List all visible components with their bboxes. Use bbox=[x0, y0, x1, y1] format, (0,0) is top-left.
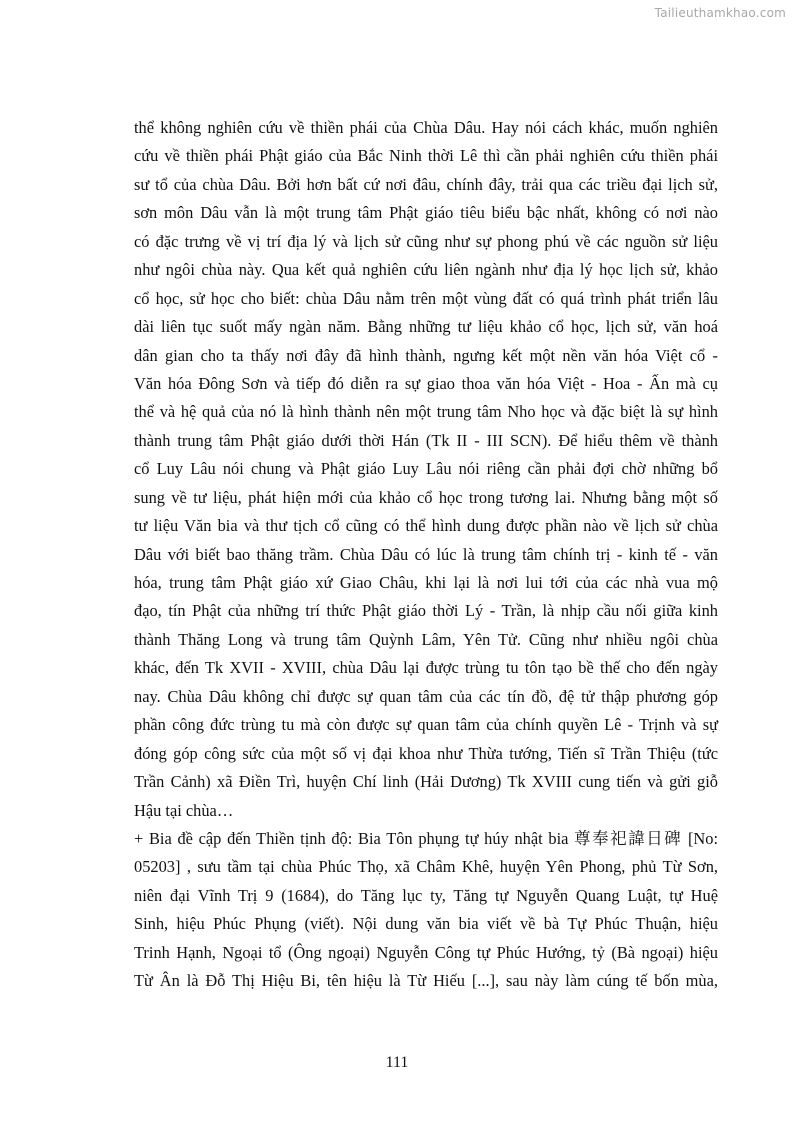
text-line: cứu về thiền phái Phật giáo của Bắc Ninh thời Lê thì cần phải nghiên cứu thiền phái bbox=[134, 146, 718, 166]
text-line: dài liên tục suốt mấy ngàn năm. Bằng những tư liệu khảo cổ học, lịch sử, văn hoá bbox=[134, 317, 718, 337]
text-line: hóa, trung tâm Phật giáo xứ Giao Châu, khi lại là nơi lui tới của các nhà vua mộ bbox=[134, 573, 718, 592]
text-line: niên đại Vĩnh Trị 9 (1684), do Tăng lục ty, Tăng tự Nguyễn Quang Luật, tự Huệ bbox=[134, 885, 718, 905]
text-line: nay. Chùa Dâu không chỉ được sự quan tâm của các tín đồ, đệ tử thập phương góp bbox=[134, 686, 718, 706]
text-line: thể không nghiên cứu về thiền phái của Chùa Dâu. Hay nói cách khác, muốn nghiên bbox=[134, 118, 718, 137]
text-line: tư liệu Văn bia và thư tịch cổ cũng có thể hình dung được phần nào về lịch sử chùa bbox=[134, 516, 718, 536]
text-line: thành Thăng Long và trung tâm Quỳnh Lâm, Yên Tử. Cũng như nhiều ngôi chùa bbox=[134, 629, 718, 649]
text-line: thể và hệ quả của nó là hình thành nên một trung tâm Nho học và đặc biệt là sự hình bbox=[134, 402, 718, 422]
text-line: Trần Cảnh) xã Điền Trì, huyện Chí linh (Hải Dương) Tk XVIII cung tiến và gửi giỗ bbox=[134, 772, 718, 792]
text-line: Từ Ân là Đỗ Thị Hiệu Bi, tên hiệu là Từ Hiếu [...], sau này làm cúng tế bốn mùa, bbox=[134, 971, 718, 991]
text-line: 05203] , sưu tầm tại chùa Phúc Thọ, xã Châm Khê, huyện Yên Phong, phủ Từ Sơn, bbox=[134, 857, 718, 877]
text-line: dân gian cho ta thấy nơi đây đã hình thành, ngưng kết một nền văn hóa Việt cổ - bbox=[134, 345, 718, 365]
document-body bbox=[134, 114, 718, 996]
text-line: sơn môn Dâu vẫn là một trung tâm Phật giáo tiêu biểu bậc nhất, không có nơi nào bbox=[134, 203, 718, 223]
text-line: cổ học, sử học cho biết: chùa Dâu nằm trên một vùng đất có quá trình phát triển lâu bbox=[134, 288, 718, 308]
text-line: đóng góp công sức của một số vị đại khoa như Thừa tướng, Tiến sĩ Trần Thiệu (tức bbox=[134, 743, 718, 763]
text-line: sung về tư liệu, phát hiện mới của khảo cổ học trong tương lai. Nhưng bằng một số bbox=[134, 487, 718, 507]
text-line: Trinh Hạnh, Ngoại tổ (Ông ngoại) Nguyễn Công tự Phúc Hướng, tỷ (Bà ngoại) hiệu bbox=[134, 942, 718, 962]
watermark: Tailieuthamkhao.com bbox=[654, 6, 786, 20]
text-line: Văn hóa Đông Sơn và tiếp đó diễn ra sự giao thoa văn hóa Việt - Hoa - Ấn mà cụ bbox=[134, 373, 718, 393]
text-line: phần công đức trùng tu mà còn được sự quan tâm của chính quyền Lê - Trịnh và sự bbox=[134, 715, 718, 735]
text-line: Hậu tại chùa… bbox=[134, 800, 234, 820]
text-line: có đặc trưng về vị trí địa lý và lịch sử cũng như sự phong phú về các nguồn sử liệu bbox=[134, 231, 718, 251]
text-line: cổ Luy Lâu nói chung và Phật giáo Luy Lâu nói riêng cần phải đợi chờ những bổ bbox=[134, 459, 718, 479]
text-line: sư tổ của chùa Dâu. Bởi hơn bất cứ nơi đâu, chính đây, trải qua các triều đại lịch sử, bbox=[134, 174, 718, 194]
text-line: thành trung tâm Phật giáo dưới thời Hán (Tk II - III SCN). Để hiểu thêm về thành bbox=[134, 430, 718, 450]
text-line: khác, đến Tk XVII - XVIII, chùa Dâu lại được trùng tu tôn tạo bề thế cho đến ngày bbox=[134, 658, 718, 678]
text-line: như ngôi chùa này. Qua kết quả nghiên cứu liên ngành như địa lý học lịch sử, khảo bbox=[134, 260, 718, 280]
page-number: 111 bbox=[385, 1054, 409, 1071]
text-line: đạo, tín Phật của những trí thức Phật giáo thời Lý - Trần, là nhịp cầu nối giữa kinh bbox=[134, 601, 718, 621]
text-line: + Bia đề cập đến Thiền tịnh độ: Bia Tôn phụng tự húy nhật bia 尊奉祀諱日碑 [No: bbox=[134, 828, 718, 848]
text-line: Sinh, hiệu Phúc Phụng (viết). Nội dung văn bia viết về bà Tự Phúc Thuận, hiệu bbox=[134, 914, 718, 934]
text-line: Dâu với biết bao thăng trầm. Chùa Dâu có lúc là trung tâm chính trị - kinh tế - văn bbox=[134, 544, 718, 564]
